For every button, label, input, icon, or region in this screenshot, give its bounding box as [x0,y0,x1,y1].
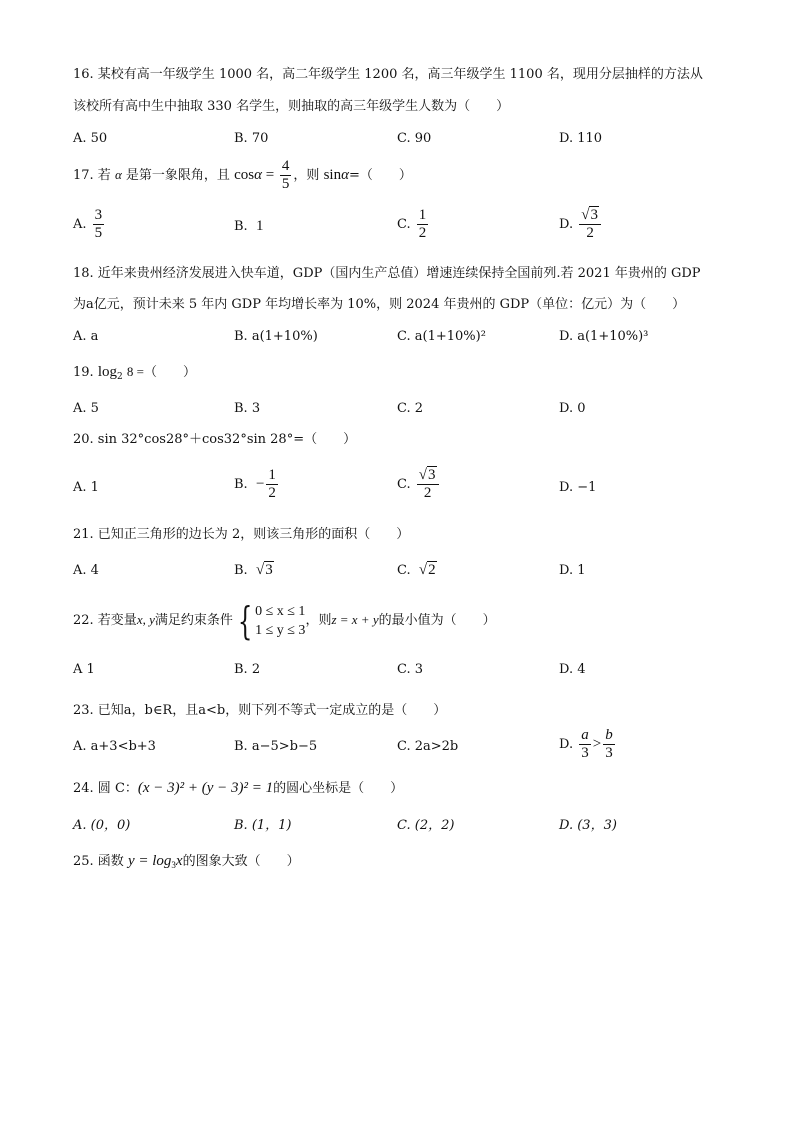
q16-option-b: B. 70 [234,131,269,146]
q23-option-d: D. $\frac{a}{3}$ > $\frac{b}{3}$ [559,727,613,761]
q22-vars: x, y [136,612,155,627]
q24-option-b: B. (1，1) [234,818,292,833]
q19-option-a: A. 5 [73,401,99,416]
q18-stem-line2: 为a亿元，预计未来 5 年内 GDP 年均增长率为 10%，则 2024 年贵州的 GDP（单位：亿元）为（ ） [73,297,686,312]
q23-stem: 23. 已知a，b∈R，且a<b，则下列不等式一定成立的是（ ） [73,703,447,718]
q22-option-b: B. 2 [234,662,261,677]
q22-option-c: C. 3 [397,662,424,677]
q18-option-d: D. a(1+10%)³ [559,329,649,344]
q16-stem-line1: 16. 某校有高一年级学生 1000 名，高二年级学生 1200 名，高三年级学生 1100 名，现用分层抽样的方法从 [73,67,703,82]
q18-option-a: A. a [73,329,99,344]
q21-option-d: D. 1 [559,563,586,578]
q17-option-d: D. $\frac{√3}{2}$ [559,207,603,242]
q18-option-c: C. a(1+10%)² [397,329,486,344]
q25-stem: 25. 函数 $y = \log_3x$的图象大致（ ） [73,853,300,870]
q23-option-c: C. 2a>2b [397,739,459,754]
q18-option-b: B. a(1+10%) [234,329,318,344]
q17-option-b: B. 1 [234,218,264,234]
q17-alpha2: α [254,167,262,183]
q24-option-d: D. (3，3) [559,818,617,833]
q25-function: $y = \log_3x$ [127,853,183,870]
q16-stem-line2: 该校所有高中生中抽取 330 名学生，则抽取的高三年级学生人数为（ ） [73,99,510,114]
q19-option-b: B. 3 [234,401,261,416]
q17-alpha: α [114,167,122,182]
q22-option-d: D. 4 [559,662,586,677]
q22-objective: z = x + y [331,612,379,627]
q16-option-c: C. 90 [397,131,432,146]
q23-option-b: B. a−5>b−5 [234,739,318,754]
q19-option-d: D. 0 [559,401,586,416]
q17-sin: sin [323,167,342,183]
q17-prefix: 17. 若 [73,168,111,183]
q16-option-a: A. 50 [73,131,108,146]
q17-stem: 17. 若 α 是第一象限角，且 cosα = $\frac{4}{5}$ ，则 sinα=（ ） [73,158,412,192]
q16-option-d: D. 110 [559,131,603,146]
q17-comma: ，则 [293,168,320,183]
q22-option-a: A 1 [73,662,95,677]
q20-option-c: C. $\frac{√3}{2}$ [397,467,441,502]
q18-stem-line1: 18. 近年来贵州经济发展进入快车道，GDP（国内生产总值）增速连续保持全国前列.若 2021 年贵州的 GDP [73,266,701,281]
q20-option-d: D. −1 [559,480,597,495]
q17-option-c: C. $\frac{1}{2}$ [397,207,427,241]
q17-tail: =（ ） [348,168,412,183]
q17-cos: cos [234,167,255,183]
q20-option-a: A. 1 [73,480,99,495]
q22-stem: 22. 若变量x, y满足约束条件 { 0 ≤ x ≤ 1 1 ≤ y ≤ 3 ，则z = x + y的最小值为（ ） [73,598,496,643]
q19-log: log [97,364,117,380]
q20-option-b: B. − $\frac{1}{2}$ [234,467,276,501]
q24-stem: 24. 圆 C：(x − 3)² + (y − 3)² = 1的圆心坐标是（ ） [73,780,404,796]
q19-stem: 19. $\log_2 8$ =（ ） [73,364,196,382]
q24-option-c: C. (2，2) [397,818,455,833]
q19-option-c: C. 2 [397,401,424,416]
q21-option-a: A. 4 [73,563,99,578]
q23-option-a: A. a+3<b+3 [73,739,156,754]
q17-mid: 是第一象限角，且 [125,168,230,183]
q17-option-a: A. $\frac{3}{5}$ [73,207,103,241]
q24-circle-equation: (x − 3)² + (y − 3)² = 1 [137,780,274,796]
q21-stem: 21. 已知正三角形的边长为 2，则该三角形的面积（ ） [73,527,410,542]
q20-stem: 20. sin 32°cos28°＋cos32°sin 28°=（ ） [73,432,357,447]
q17-fraction: $\frac{4}{5}$ [281,158,290,192]
q22-constraint-system: { 0 ≤ x ≤ 1 1 ≤ y ≤ 3 [237,598,306,643]
q21-option-c: C. √2 [397,562,436,578]
q24-option-a: A. (0，0) [73,818,131,833]
q21-option-b: B. √3 [234,562,273,578]
